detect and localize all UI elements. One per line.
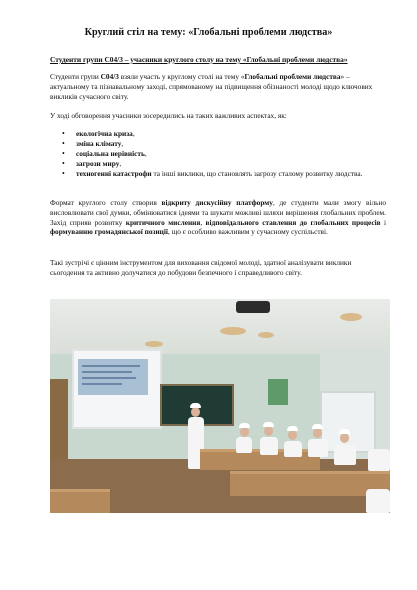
slide-text-line [82, 377, 136, 379]
slide-text-line [82, 371, 132, 373]
student [366, 489, 390, 513]
presenter-cap [190, 403, 201, 408]
student-cap [263, 422, 274, 427]
list-item [62, 169, 386, 179]
student-cap [287, 426, 298, 431]
student [334, 445, 356, 465]
format-bold-1: відкриту дискусійну платформу [161, 198, 273, 207]
aspect-rest: , [144, 148, 147, 158]
format-text-2: , де студенти мали змогу вільно висловлювати свої думки, обмінюватися ідеями та шукати можливі шляхи вирішення глобальних проблем. Захід сприяв розвитку [50, 198, 386, 227]
intro-text-3: » – актуальному та пізнавальному заході, спрямованому на підвищення обізнаності молоді щодо ключових викликів сучасного світу. [50, 72, 373, 101]
student-cap [312, 424, 323, 429]
student-cap [239, 423, 250, 428]
intro-text-2: взяли участь у круглому столі на тему « [118, 72, 245, 81]
intro-text-1: Студенти групи [50, 72, 101, 81]
conclusion-paragraph: Такі зустрічі є цінним інструментом для виховання свідомої молоді, здатної аналізувати виклики сьогодення та активно долучатися до побудови безпечного і справедливого світу. [50, 258, 352, 277]
slide-text-line [82, 383, 122, 385]
format-text-1: Формат круглого столу створив [50, 198, 162, 207]
projector-icon [236, 301, 270, 313]
intro-paragraph [50, 72, 386, 101]
topic-name: Глобальні проблеми людства [244, 72, 341, 81]
ceiling-lamp [220, 327, 246, 335]
student-head [313, 428, 322, 438]
aspect-bold: зміна клімату [76, 138, 122, 148]
format-text-5: , що є особливо важливим у сучасному суспільстві. [167, 227, 328, 237]
aspects-list [62, 129, 386, 179]
student-head [264, 426, 273, 436]
notice-board [268, 379, 288, 405]
ceiling-lamp [145, 341, 163, 347]
student-cap [339, 429, 350, 434]
format-text-3: , [200, 217, 206, 227]
student [260, 437, 278, 455]
student [236, 437, 252, 453]
classroom-photo [50, 299, 390, 513]
format-paragraph [50, 198, 386, 237]
aspect-bold: соціальна нерівність [76, 148, 145, 158]
group-name: С04/3 [100, 72, 119, 81]
format-text-4: і [380, 217, 387, 227]
aspects-intro: У ході обговорення учасники зосередились на таких важливих аспектах, як: [50, 111, 287, 120]
aspect-rest: , [132, 129, 135, 138]
student [308, 439, 328, 457]
student-head [288, 430, 297, 440]
list-item [62, 149, 386, 159]
list-item [62, 129, 386, 139]
format-bold-2: критичного мислення [125, 217, 201, 227]
aspect-rest: , [119, 158, 122, 168]
page-title: Круглий стіл на тему: «Глобальні проблеми людства» [84, 27, 333, 38]
window [320, 391, 376, 453]
ceiling-lamp [340, 313, 362, 321]
aspect-rest: та інші виклики, що становлять загрозу сталому розвитку людства. [151, 168, 363, 178]
desk [50, 489, 110, 513]
aspect-bold: загрози миру [76, 158, 120, 168]
list-item [62, 139, 386, 149]
format-bold-3: відповідального ставлення до глобальних процесів [205, 217, 381, 227]
ceiling-lamp [258, 332, 274, 338]
student-head [240, 427, 249, 437]
subtitle: Студенти групи С04/3 – учасники круглого столу на тему «Глобальні проблеми людства» [50, 55, 348, 64]
format-bold-4: формуванню громадянської позиції [50, 227, 168, 237]
aspect-bold: техногенні катастрофи [76, 168, 152, 178]
student [284, 441, 302, 457]
list-item [62, 159, 386, 169]
presenter-head [191, 407, 200, 417]
aspect-bold: екологічна криза [76, 129, 133, 138]
slide-text-line [82, 365, 140, 367]
student-head [340, 433, 349, 443]
student [368, 449, 390, 471]
aspect-rest: , [121, 138, 124, 148]
